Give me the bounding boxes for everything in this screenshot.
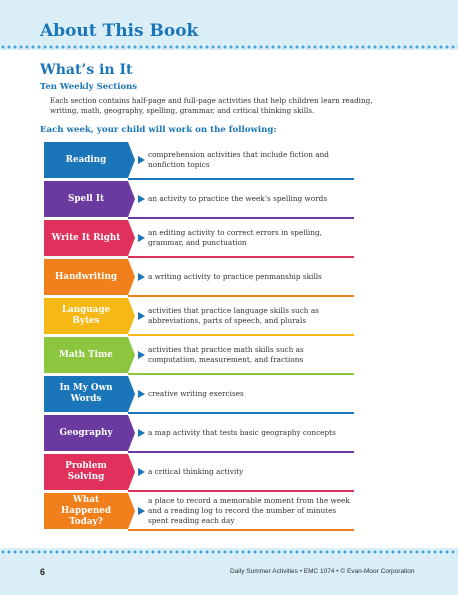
arrow-right-icon: [138, 312, 145, 320]
row-divider: [128, 373, 354, 375]
activity-label: Geography: [44, 415, 128, 451]
activity-description: a critical thinking activity: [148, 467, 244, 476]
activity-row: [44, 415, 354, 454]
activity-label: Write It Right: [44, 220, 128, 256]
row-divider: [128, 295, 354, 297]
activity-row: [44, 493, 354, 532]
label-pointer: [128, 298, 135, 334]
activity-label: Math Time: [44, 337, 128, 373]
label-pointer: [128, 415, 135, 451]
activity-description: comprehension activities that include fiction and nonfiction topics: [148, 150, 329, 169]
activity-label: Handwriting: [44, 259, 128, 295]
arrow-right-icon: [138, 234, 145, 242]
activity-row: [44, 220, 354, 259]
row-divider: [128, 412, 354, 414]
label-pointer: [128, 142, 135, 178]
activity-row: [44, 454, 354, 493]
row-divider: [128, 334, 354, 336]
activity-description: activities that practice language skills such as abbreviations, parts of speech, and plurals: [148, 306, 319, 325]
page-number: 6: [40, 567, 46, 577]
activity-label: Reading: [44, 142, 128, 178]
activity-row: [44, 298, 354, 337]
label-pointer: [128, 181, 135, 217]
activity-row: [44, 142, 354, 181]
activity-row: [44, 181, 354, 220]
label-pointer: [128, 337, 135, 373]
activity-list: [44, 142, 354, 532]
arrow-right-icon: [138, 507, 145, 515]
row-divider: [128, 451, 354, 453]
footer-credit: Daily Summer Activities • EMC 1074 • © Evan-Moor Corporation: [230, 568, 415, 575]
row-divider: [128, 256, 354, 258]
activity-row: [44, 376, 354, 415]
activity-description: a writing activity to practice penmanship skills: [148, 272, 322, 281]
arrow-right-icon: [138, 351, 145, 359]
arrow-right-icon: [138, 390, 145, 398]
activity-description: a map activity that tests basic geography concepts: [148, 428, 336, 437]
arrow-right-icon: [138, 273, 145, 281]
activity-description: a place to record a memorable moment from the week and a reading log to record the number of minutes spent reading each day: [148, 496, 350, 525]
label-pointer: [128, 493, 135, 529]
section-subtitle: Ten Weekly Sections: [40, 82, 138, 92]
arrow-right-icon: [138, 195, 145, 203]
activity-description: creative writing exercises: [148, 389, 244, 398]
row-divider: [128, 490, 354, 492]
header-dotted-border: [0, 45, 458, 49]
activity-label: Spell It: [44, 181, 128, 217]
activity-description: an activity to practice the week’s spelling words: [148, 194, 328, 203]
lead-text: Each week, your child will work on the following:: [40, 125, 277, 135]
activity-label: In My Own Words: [44, 376, 128, 412]
row-divider: [128, 217, 354, 219]
intro-paragraph: Each section contains half-page and full-page activities that help children learn reading, writing, math, geography, spelling, grammar, and critical thinking skills.: [50, 96, 373, 115]
footer-dotted-border: [0, 550, 458, 554]
section-title: What’s in It: [40, 62, 133, 78]
activity-label: Language Bytes: [44, 298, 128, 334]
arrow-right-icon: [138, 429, 145, 437]
arrow-right-icon: [138, 156, 145, 164]
label-pointer: [128, 259, 135, 295]
page-header-title: About This Book: [40, 21, 199, 41]
label-pointer: [128, 454, 135, 490]
activity-description: an editing activity to correct errors in spelling, grammar, and punctuation: [148, 228, 322, 247]
activity-row: [44, 337, 354, 376]
activity-row: [44, 259, 354, 298]
row-divider: [128, 529, 354, 531]
row-divider: [128, 178, 354, 180]
activity-description: activities that practice math skills such as computation, measurement, and fractions: [148, 345, 304, 364]
arrow-right-icon: [138, 468, 145, 476]
label-pointer: [128, 376, 135, 412]
activity-label: What Happened Today?: [44, 493, 128, 529]
activity-label: Problem Solving: [44, 454, 128, 490]
label-pointer: [128, 220, 135, 256]
